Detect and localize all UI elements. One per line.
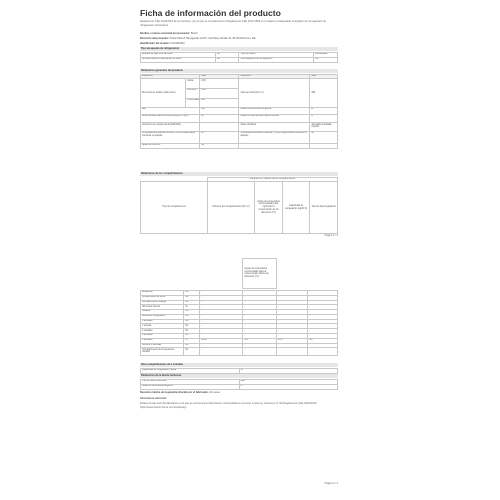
table-cell: 38	[200, 114, 239, 123]
table-cell: -	[308, 334, 338, 339]
table-cell: No	[184, 314, 200, 319]
table-cell: -	[200, 310, 243, 315]
dims-value: 665	[200, 98, 239, 108]
table-cell: Temperatura ambiente mínima (°C) en la que puede funcionar el aparato	[141, 131, 200, 143]
table-cell: -	[276, 291, 308, 296]
dims-value: 2.03	[200, 79, 239, 89]
table-cell: Clase de eficiencia energética	[239, 108, 310, 115]
table-cell: 43	[310, 131, 338, 143]
table-cell: -	[276, 305, 308, 310]
table-cell: -	[308, 348, 338, 355]
volume-label: Volumen total (dm³ o l)	[239, 79, 310, 108]
table-cell: Tipo de fuente luminosa	[141, 380, 240, 385]
table-cell: Sí	[239, 369, 338, 374]
header-cell: Ajuste de temperatura recomendado para optimizar la conservación de los alimentos (°C)	[255, 182, 283, 234]
table-cell: -	[276, 314, 308, 319]
info-text: Enlace al sitio web del fabricante en el que se encuentra la información contemplada en el punto 4, letra a), del anexo IV del Reglamento (UE) 2019/2019: https://www.bosch-home.com/ecodesign	[140, 402, 318, 409]
table-cell: E	[310, 108, 338, 115]
table-cell: No	[215, 57, 239, 62]
table-cell: Temperatura ambiente máxima (°C) en la que puede funcionar el aparato	[239, 131, 310, 143]
table-row	[141, 348, 338, 355]
table-cell	[239, 143, 310, 149]
table-cell: -	[200, 305, 243, 310]
table-cell: 3 estrellas	[141, 334, 184, 339]
datasheet-page-1	[140, 8, 338, 240]
table-cell: 10	[200, 131, 239, 143]
table-cell: -	[200, 324, 243, 329]
table-cell: -	[276, 343, 308, 348]
table-row	[141, 114, 338, 123]
table-cell: -	[276, 348, 308, 355]
supplier-value: Bosch	[190, 32, 198, 35]
light-table	[140, 379, 338, 390]
section-compartments: Parámetros de los compartimentos	[140, 172, 338, 176]
table-cell: Tipo de diseño	[239, 53, 314, 58]
table-row	[141, 57, 338, 62]
volume-value: 363	[310, 79, 338, 108]
table-cell: -	[308, 319, 338, 324]
table-cell: No	[184, 300, 200, 305]
table-cell: -	[200, 329, 243, 334]
table-row	[141, 108, 338, 115]
model-line	[140, 42, 185, 45]
table-cell: -	[276, 300, 308, 305]
table-cell: -	[308, 291, 338, 296]
compartments-subheader: Parámetros y valores de los compartimentos	[207, 178, 337, 182]
table-cell: Sí	[184, 338, 200, 343]
table-cell: -	[276, 295, 308, 300]
table-cell: Aparato de bajo nivel de ruido	[141, 53, 216, 58]
section-appliance-type: Tipo de aparato de refrigeración	[140, 47, 338, 51]
page-number: Página 2 / 2	[324, 482, 338, 485]
compartments-table	[140, 258, 338, 289]
table-cell: 102,0	[200, 338, 243, 343]
table-cell: -	[243, 329, 276, 334]
table-cell: IEE	[141, 108, 200, 115]
table-cell: -	[243, 319, 276, 324]
table-cell: -	[308, 305, 338, 310]
table-cell: Alimentos refrigerados	[141, 314, 184, 319]
table-cell: LED	[239, 380, 338, 385]
model-label: Identificador del modelo:	[140, 42, 170, 45]
table-cell: -	[200, 295, 243, 300]
table-cell: -	[243, 305, 276, 310]
table-cell: -	[276, 310, 308, 315]
table-cell: Clase de ruido acústico aéreo emitido	[239, 114, 310, 123]
table-cell: -	[276, 319, 308, 324]
table-cell: 4 estrellas	[141, 338, 184, 343]
table-cell: B	[310, 114, 338, 123]
table-cell: Armario para la conservación de vinos	[141, 57, 216, 62]
table-cell: Conservación de vinos	[141, 295, 184, 300]
table-cell: 1 estrella	[141, 324, 184, 329]
address-value: Robert Bosch Hausgeräte GmbH, Carl-Wery-Straße 34, 81739 München, DE	[170, 37, 256, 40]
table-cell: Helados	[141, 310, 184, 315]
table-cell: -	[276, 334, 308, 339]
table-cell: -	[308, 310, 338, 315]
header-cell: Valor	[310, 75, 338, 79]
table-cell: -	[243, 291, 276, 296]
table-cell: -	[200, 300, 243, 305]
address-line	[140, 37, 255, 40]
table-cell: -	[243, 348, 276, 355]
address-label: Dirección del proveedor:	[140, 37, 170, 40]
dims-label: Dimensiones totales (milímetros)	[141, 79, 186, 108]
table-cell: -	[276, 324, 308, 329]
table-cell: Encastrable	[314, 53, 338, 58]
table-cell: -	[243, 300, 276, 305]
header-cell: Capacidad de congelación (kg/24 h)	[282, 182, 310, 234]
table-row	[141, 131, 338, 143]
table-cell: -	[308, 314, 338, 319]
table-cell: No	[314, 57, 338, 62]
table-cell: No	[184, 348, 200, 355]
table-cell: No	[184, 295, 200, 300]
header-cell: Valor	[200, 75, 239, 79]
dims-sub-label: Profundidad	[186, 98, 200, 108]
dims-value: 0.60	[200, 88, 239, 98]
supplier-label: Nombre o marca comercial del proveedor:	[140, 32, 191, 35]
table-cell: Despensa	[141, 291, 184, 296]
warranty-label: Duración mínima de la garantía ofrecida por el fabricante:	[140, 391, 209, 394]
table-cell: No	[184, 343, 200, 348]
table-cell: Capacidad de congelación rápida	[141, 369, 240, 374]
header-cell: Ajuste de temperatura recomendado para la conservación óptima de alimentos (°C)	[243, 259, 277, 289]
section-general-params: Parámetros generales del producto	[140, 69, 338, 73]
table-cell: -	[200, 291, 243, 296]
header-cell: Tipo de compartimento	[141, 182, 208, 234]
table-cell: Sí	[184, 305, 200, 310]
table-row	[141, 143, 338, 149]
dims-sub-label: Altura	[186, 79, 200, 89]
warranty-value: 24 meses	[209, 391, 221, 394]
table-cell: -	[243, 343, 276, 348]
table-cell: No	[184, 324, 200, 329]
table-cell: No	[184, 319, 200, 324]
table-row	[141, 369, 338, 374]
table-cell: -	[308, 295, 338, 300]
table-cell: -	[308, 300, 338, 305]
table-cell: Otros aparatos de refrigeración	[239, 57, 314, 62]
warranty-line	[140, 391, 220, 394]
freeze-table	[140, 368, 338, 374]
dims-sub-label: Anchura	[186, 88, 200, 98]
table-cell: 13,0	[276, 338, 308, 343]
supplier-line	[140, 32, 198, 35]
table-cell: -	[200, 319, 243, 324]
table-cell	[310, 143, 338, 149]
table-cell: 2 estrellas	[141, 329, 184, 334]
header-cell: Parámetro	[141, 75, 200, 79]
table-cell: -	[308, 343, 338, 348]
table-cell: -	[243, 324, 276, 329]
table-cell: Ajuste de invierno	[141, 143, 200, 149]
table-header-row	[141, 182, 338, 234]
table-cell: No	[308, 338, 338, 343]
appliance-type-table	[140, 52, 338, 63]
table-cell	[200, 123, 239, 132]
compartments-rows-table	[140, 290, 338, 356]
document-title: Ficha de información del producto	[140, 8, 281, 18]
table-cell: G	[239, 384, 338, 389]
header-cell: Tipo de descongelación	[310, 182, 338, 234]
table-cell: -	[243, 314, 276, 319]
compartments-header-table	[140, 177, 338, 234]
table-cell: No	[184, 329, 200, 334]
table-cell: -	[308, 324, 338, 329]
table-cell: 106	[200, 108, 239, 115]
table-cell: -	[276, 329, 308, 334]
table-cell: -	[200, 343, 243, 348]
table-cell: Ruido acústico aéreo emitido (dB(A) re 1 pW)	[141, 114, 200, 123]
table-cell: No	[184, 334, 200, 339]
table-cell: 0 estrellas	[141, 319, 184, 324]
table-cell: Clase de eficiencia energética	[141, 384, 240, 389]
table-row	[141, 79, 338, 89]
table-row	[141, 123, 338, 132]
table-cell: Clase climática	[239, 123, 310, 132]
table-cell: No	[215, 53, 239, 58]
table-cell: -	[243, 334, 276, 339]
model-value: KGN39VIEQ	[170, 42, 185, 45]
regulation-intro: Reglamento (UE) 2019/2016 de la Comisión, por el que se complementa el Reglamento (UE) 2017/1369 en lo relativo al etiquetado energético de los aparatos de refrigeración domésticos	[140, 20, 326, 27]
general-params-table	[140, 74, 338, 149]
table-cell: Alimentos frescos	[141, 305, 184, 310]
info-label: Información adicional:	[140, 397, 167, 400]
table-cell: No	[184, 310, 200, 315]
table-header-row	[140, 259, 338, 289]
table-cell: Compartimento bodega	[141, 300, 184, 305]
datasheet-page-2	[140, 250, 338, 490]
table-cell: -	[200, 314, 243, 319]
table-cell: Templada ampliada, tropical	[310, 123, 338, 132]
table-cell: -	[308, 329, 338, 334]
table-cell: -	[200, 334, 243, 339]
table-cell: Consumo de energía anual (kWh/año)	[141, 123, 200, 132]
table-cell: Sección 2 estrellas	[141, 343, 184, 348]
table-cell: -	[243, 310, 276, 315]
table-row	[141, 384, 338, 389]
table-cell: Compartimento de temperatura variable	[141, 348, 184, 355]
header-cell: Parámetro	[239, 75, 310, 79]
table-cell: No	[184, 291, 200, 296]
table-cell: -18	[243, 338, 276, 343]
page-number: Página 1 / 2	[324, 234, 338, 237]
table-cell: -	[200, 348, 243, 355]
table-cell: -	[243, 295, 276, 300]
section-4-star: Para compartimentos de 4 estrellas	[140, 363, 338, 367]
table-cell: No	[200, 143, 239, 149]
section-light-source: Parámetros de la fuente luminosa	[140, 374, 338, 378]
header-cell: Volumen del compartimento (dm³ o l)	[207, 182, 254, 234]
